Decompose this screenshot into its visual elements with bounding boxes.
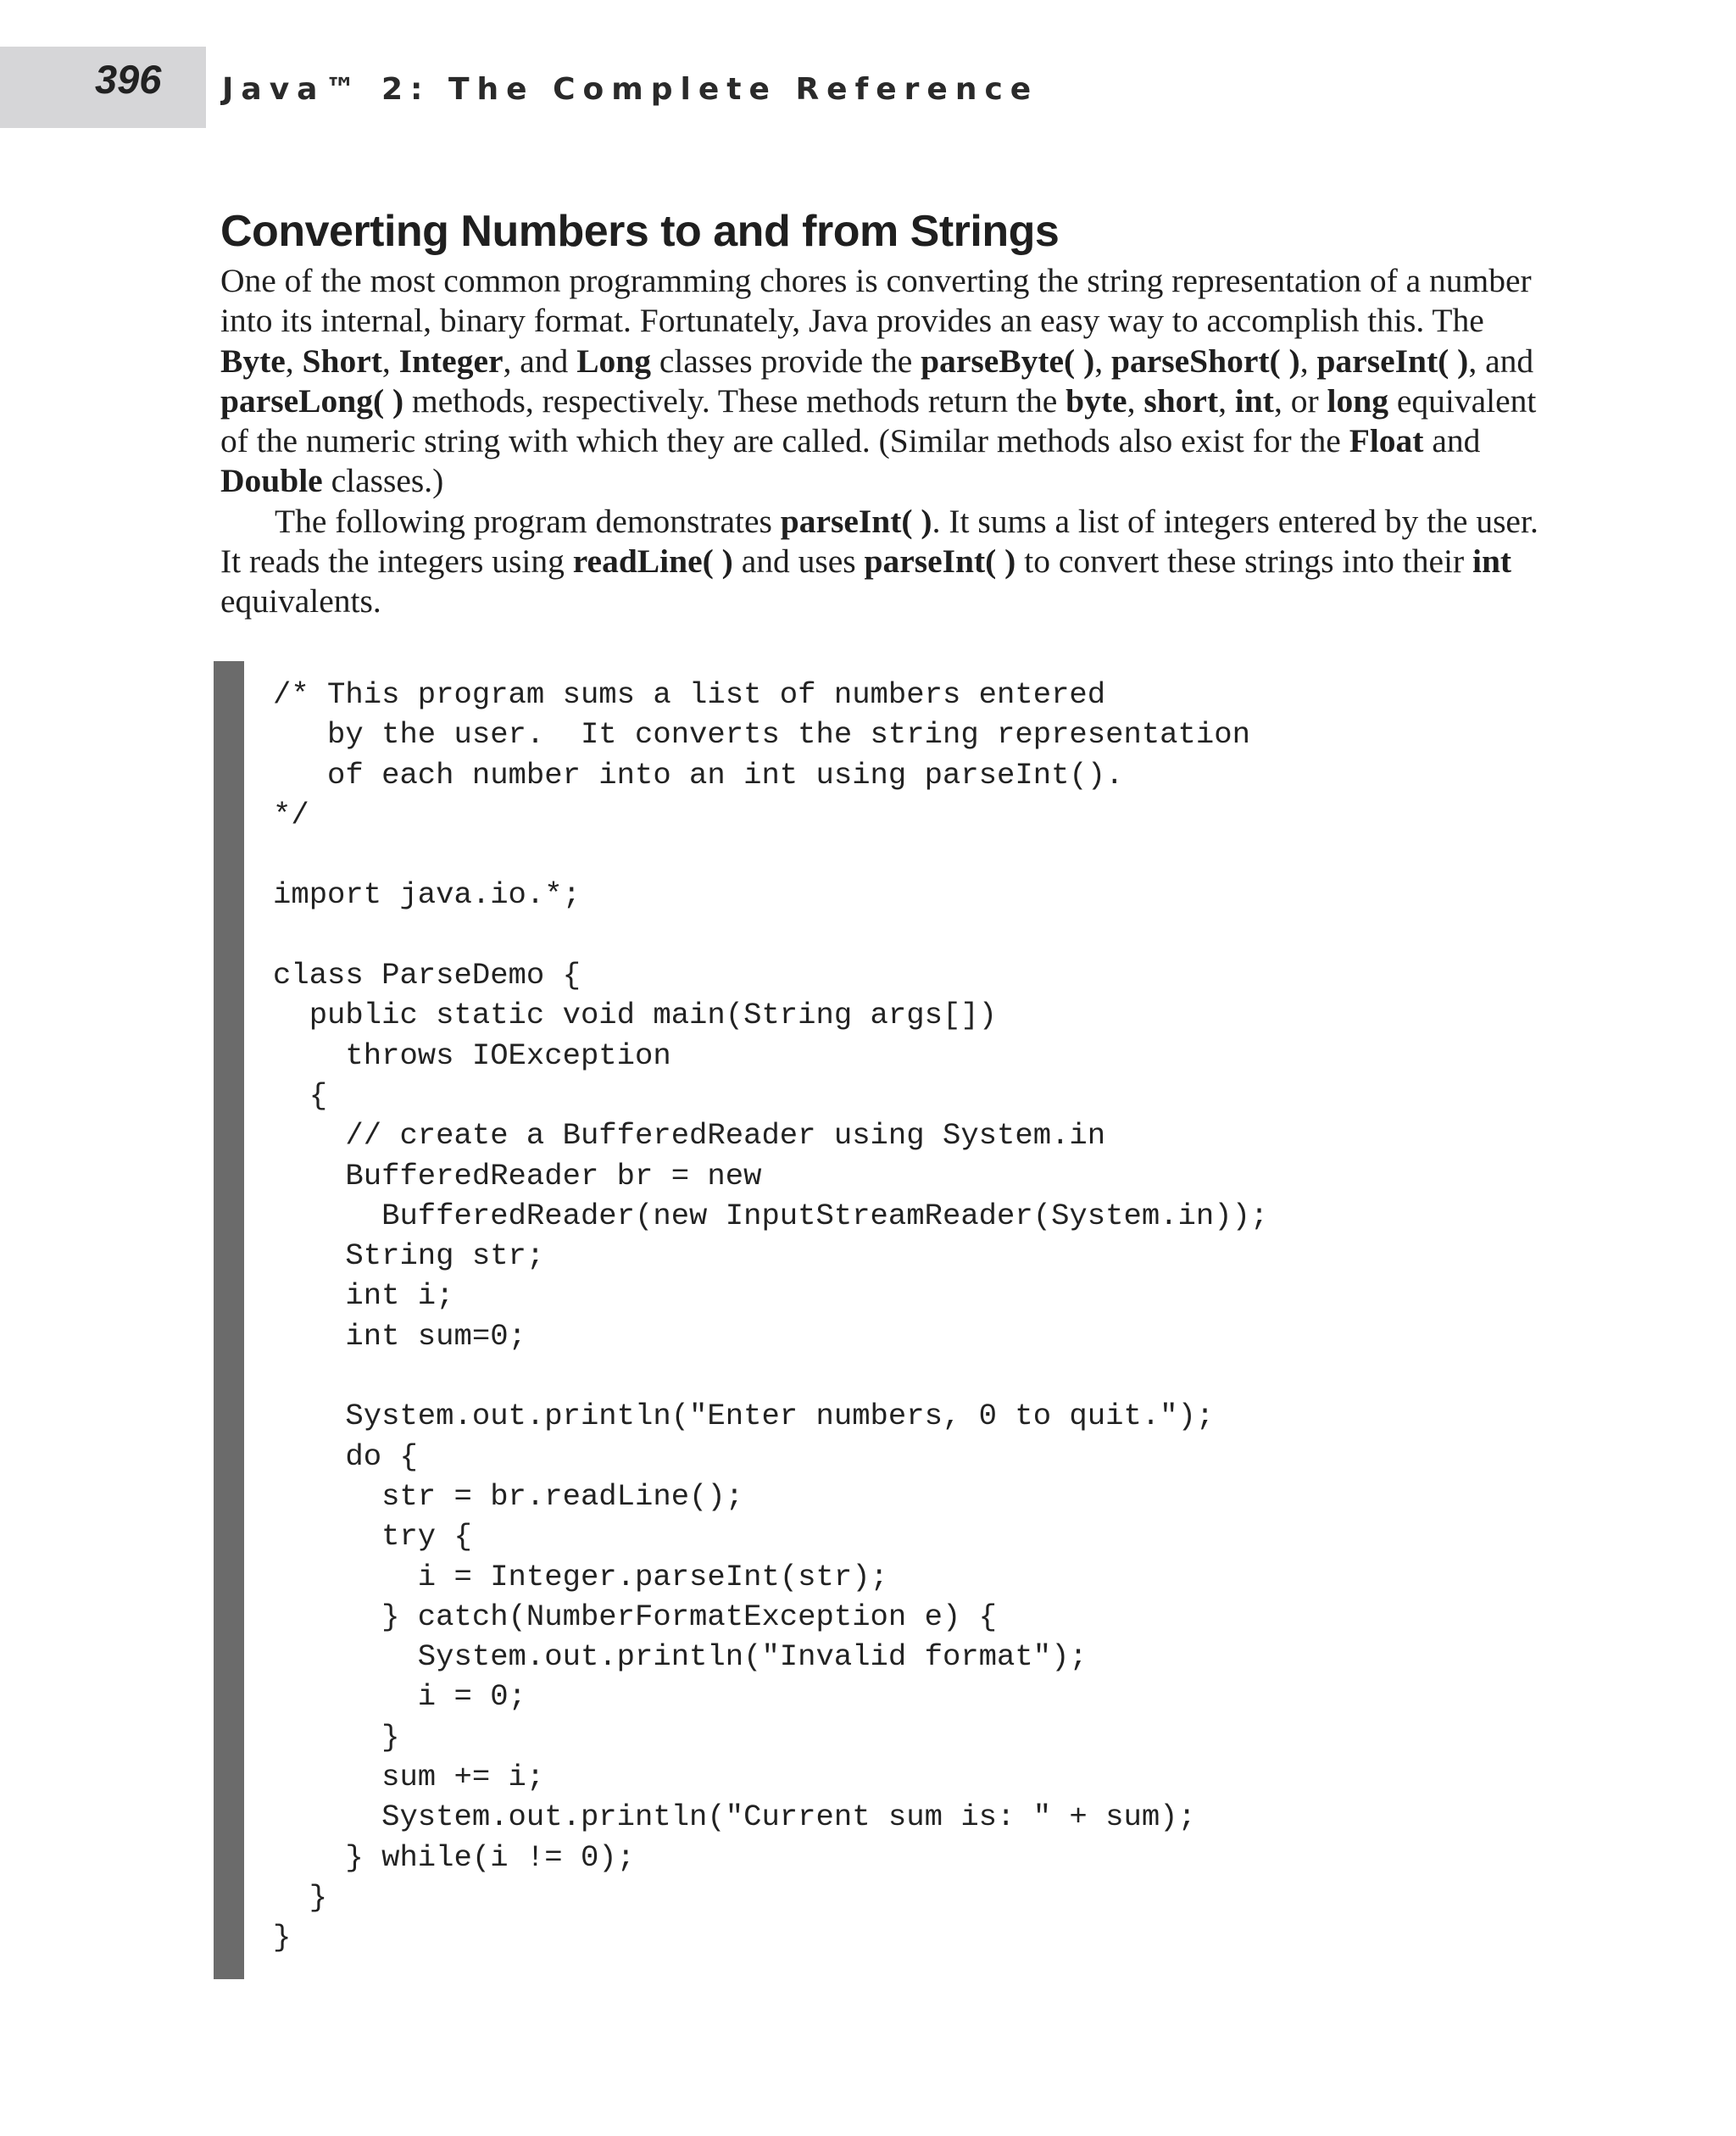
code-line: BufferedReader(new InputStreamReader(System.in)); bbox=[273, 1198, 1269, 1233]
code-line: { bbox=[273, 1077, 328, 1113]
class-name-short: Short bbox=[302, 342, 382, 380]
method-name-parseint: parseInt( ) bbox=[864, 542, 1016, 581]
p1-text: equivalent of the numeric string with which they are called. (Similar methods also exist for the bbox=[220, 381, 1537, 460]
code-line bbox=[273, 835, 1268, 875]
p1-text: and bbox=[1423, 422, 1481, 460]
p2-text: . It sums a list of integers entered by the user. It reads the integers using bbox=[220, 502, 1538, 581]
p2-text: to convert these strings into their bbox=[1015, 542, 1472, 581]
code-line: i = Integer.parseInt(str); bbox=[273, 1559, 888, 1594]
code-line bbox=[273, 1356, 1268, 1396]
code-line: } bbox=[273, 1719, 400, 1755]
class-name-byte: Byte bbox=[220, 342, 286, 380]
p2-text: The following program demonstrates bbox=[275, 502, 781, 540]
p1-text: classes.) bbox=[322, 462, 444, 500]
code-line: // create a BufferedReader using System.in bbox=[273, 1118, 1106, 1154]
paragraph-2 bbox=[220, 502, 1543, 622]
p1-text: classes provide the bbox=[651, 342, 921, 380]
p1-text: , and bbox=[1468, 342, 1534, 380]
p2-text: and uses bbox=[732, 542, 865, 581]
code-line: sum += i; bbox=[273, 1760, 545, 1795]
section-title: Converting Numbers to and from Strings bbox=[220, 207, 1060, 256]
p1-text: One of the most common programming chores is converting the string representation of a number into its internal, binary format. Fortunately, Java provides an easy way to accomplish this. The bbox=[220, 262, 1532, 340]
running-head-title: Java™ 2: The Complete Reference bbox=[222, 72, 1039, 107]
code-line: System.out.println("Invalid format"); bbox=[273, 1639, 1088, 1675]
class-name-long: Long bbox=[576, 342, 652, 380]
code-line: by the user. It converts the string representation bbox=[273, 717, 1250, 753]
code-line: i = 0; bbox=[273, 1679, 526, 1715]
p1-text: , bbox=[381, 342, 399, 380]
code-line: of each number into an int using parseInt(). bbox=[273, 757, 1124, 793]
page-number: 396 bbox=[95, 57, 162, 102]
code-line: String str; bbox=[273, 1238, 545, 1274]
code-line: int i; bbox=[273, 1278, 454, 1314]
code-line: try { bbox=[273, 1519, 472, 1555]
type-name-int: int bbox=[1234, 381, 1274, 420]
type-name-int: int bbox=[1472, 542, 1512, 581]
p1-text: , bbox=[1094, 342, 1111, 380]
class-name-integer: Integer bbox=[398, 342, 504, 380]
method-name-parseint: parseInt( ) bbox=[1316, 342, 1469, 380]
method-name-parsebyte: parseByte( ) bbox=[921, 342, 1095, 380]
p1-text: , bbox=[1299, 342, 1317, 380]
body-text bbox=[220, 261, 1543, 622]
code-line: } while(i != 0); bbox=[273, 1839, 636, 1875]
code-line: class ParseDemo { bbox=[273, 958, 581, 993]
code-line: throws IOException bbox=[273, 1037, 671, 1073]
p1-text: , bbox=[285, 342, 303, 380]
code-line: /* This program sums a list of numbers entered bbox=[273, 677, 1106, 712]
code-line: import java.io.*; bbox=[273, 877, 581, 913]
type-name-long: long bbox=[1327, 381, 1388, 420]
code-line: public static void main(String args[]) bbox=[273, 998, 998, 1033]
code-line: BufferedReader br = new bbox=[273, 1158, 762, 1193]
code-line: } bbox=[273, 1920, 292, 1955]
p1-text: , bbox=[1218, 381, 1235, 420]
code-line: do { bbox=[273, 1438, 418, 1474]
class-name-float: Float bbox=[1349, 422, 1424, 460]
code-listing bbox=[273, 675, 1268, 1958]
class-name-double: Double bbox=[220, 462, 323, 500]
code-line: str = br.readLine(); bbox=[273, 1478, 744, 1514]
p1-text: , and bbox=[503, 342, 577, 380]
method-name-parseshort: parseShort( ) bbox=[1111, 342, 1300, 380]
p1-text: , bbox=[1127, 381, 1144, 420]
code-line: System.out.println("Current sum is: " + sum); bbox=[273, 1799, 1196, 1835]
code-listing-bar bbox=[214, 661, 244, 1979]
p1-text: methods, respectively. These methods return the bbox=[403, 381, 1066, 420]
code-line bbox=[273, 915, 1268, 955]
paragraph-1 bbox=[220, 261, 1543, 502]
p1-text: , or bbox=[1273, 381, 1327, 420]
type-name-short: short bbox=[1143, 381, 1219, 420]
method-name-parselong: parseLong( ) bbox=[220, 381, 404, 420]
type-name-byte: byte bbox=[1066, 381, 1127, 420]
code-line: } catch(NumberFormatException e) { bbox=[273, 1599, 998, 1634]
method-name-parseint: parseInt( ) bbox=[780, 502, 932, 540]
code-line: System.out.println("Enter numbers, 0 to quit."); bbox=[273, 1399, 1215, 1434]
method-name-readline: readLine( ) bbox=[572, 542, 733, 581]
p2-text: equivalents. bbox=[220, 582, 381, 620]
code-line: } bbox=[273, 1879, 328, 1915]
code-line: int sum=0; bbox=[273, 1318, 526, 1354]
code-line: */ bbox=[273, 797, 309, 832]
